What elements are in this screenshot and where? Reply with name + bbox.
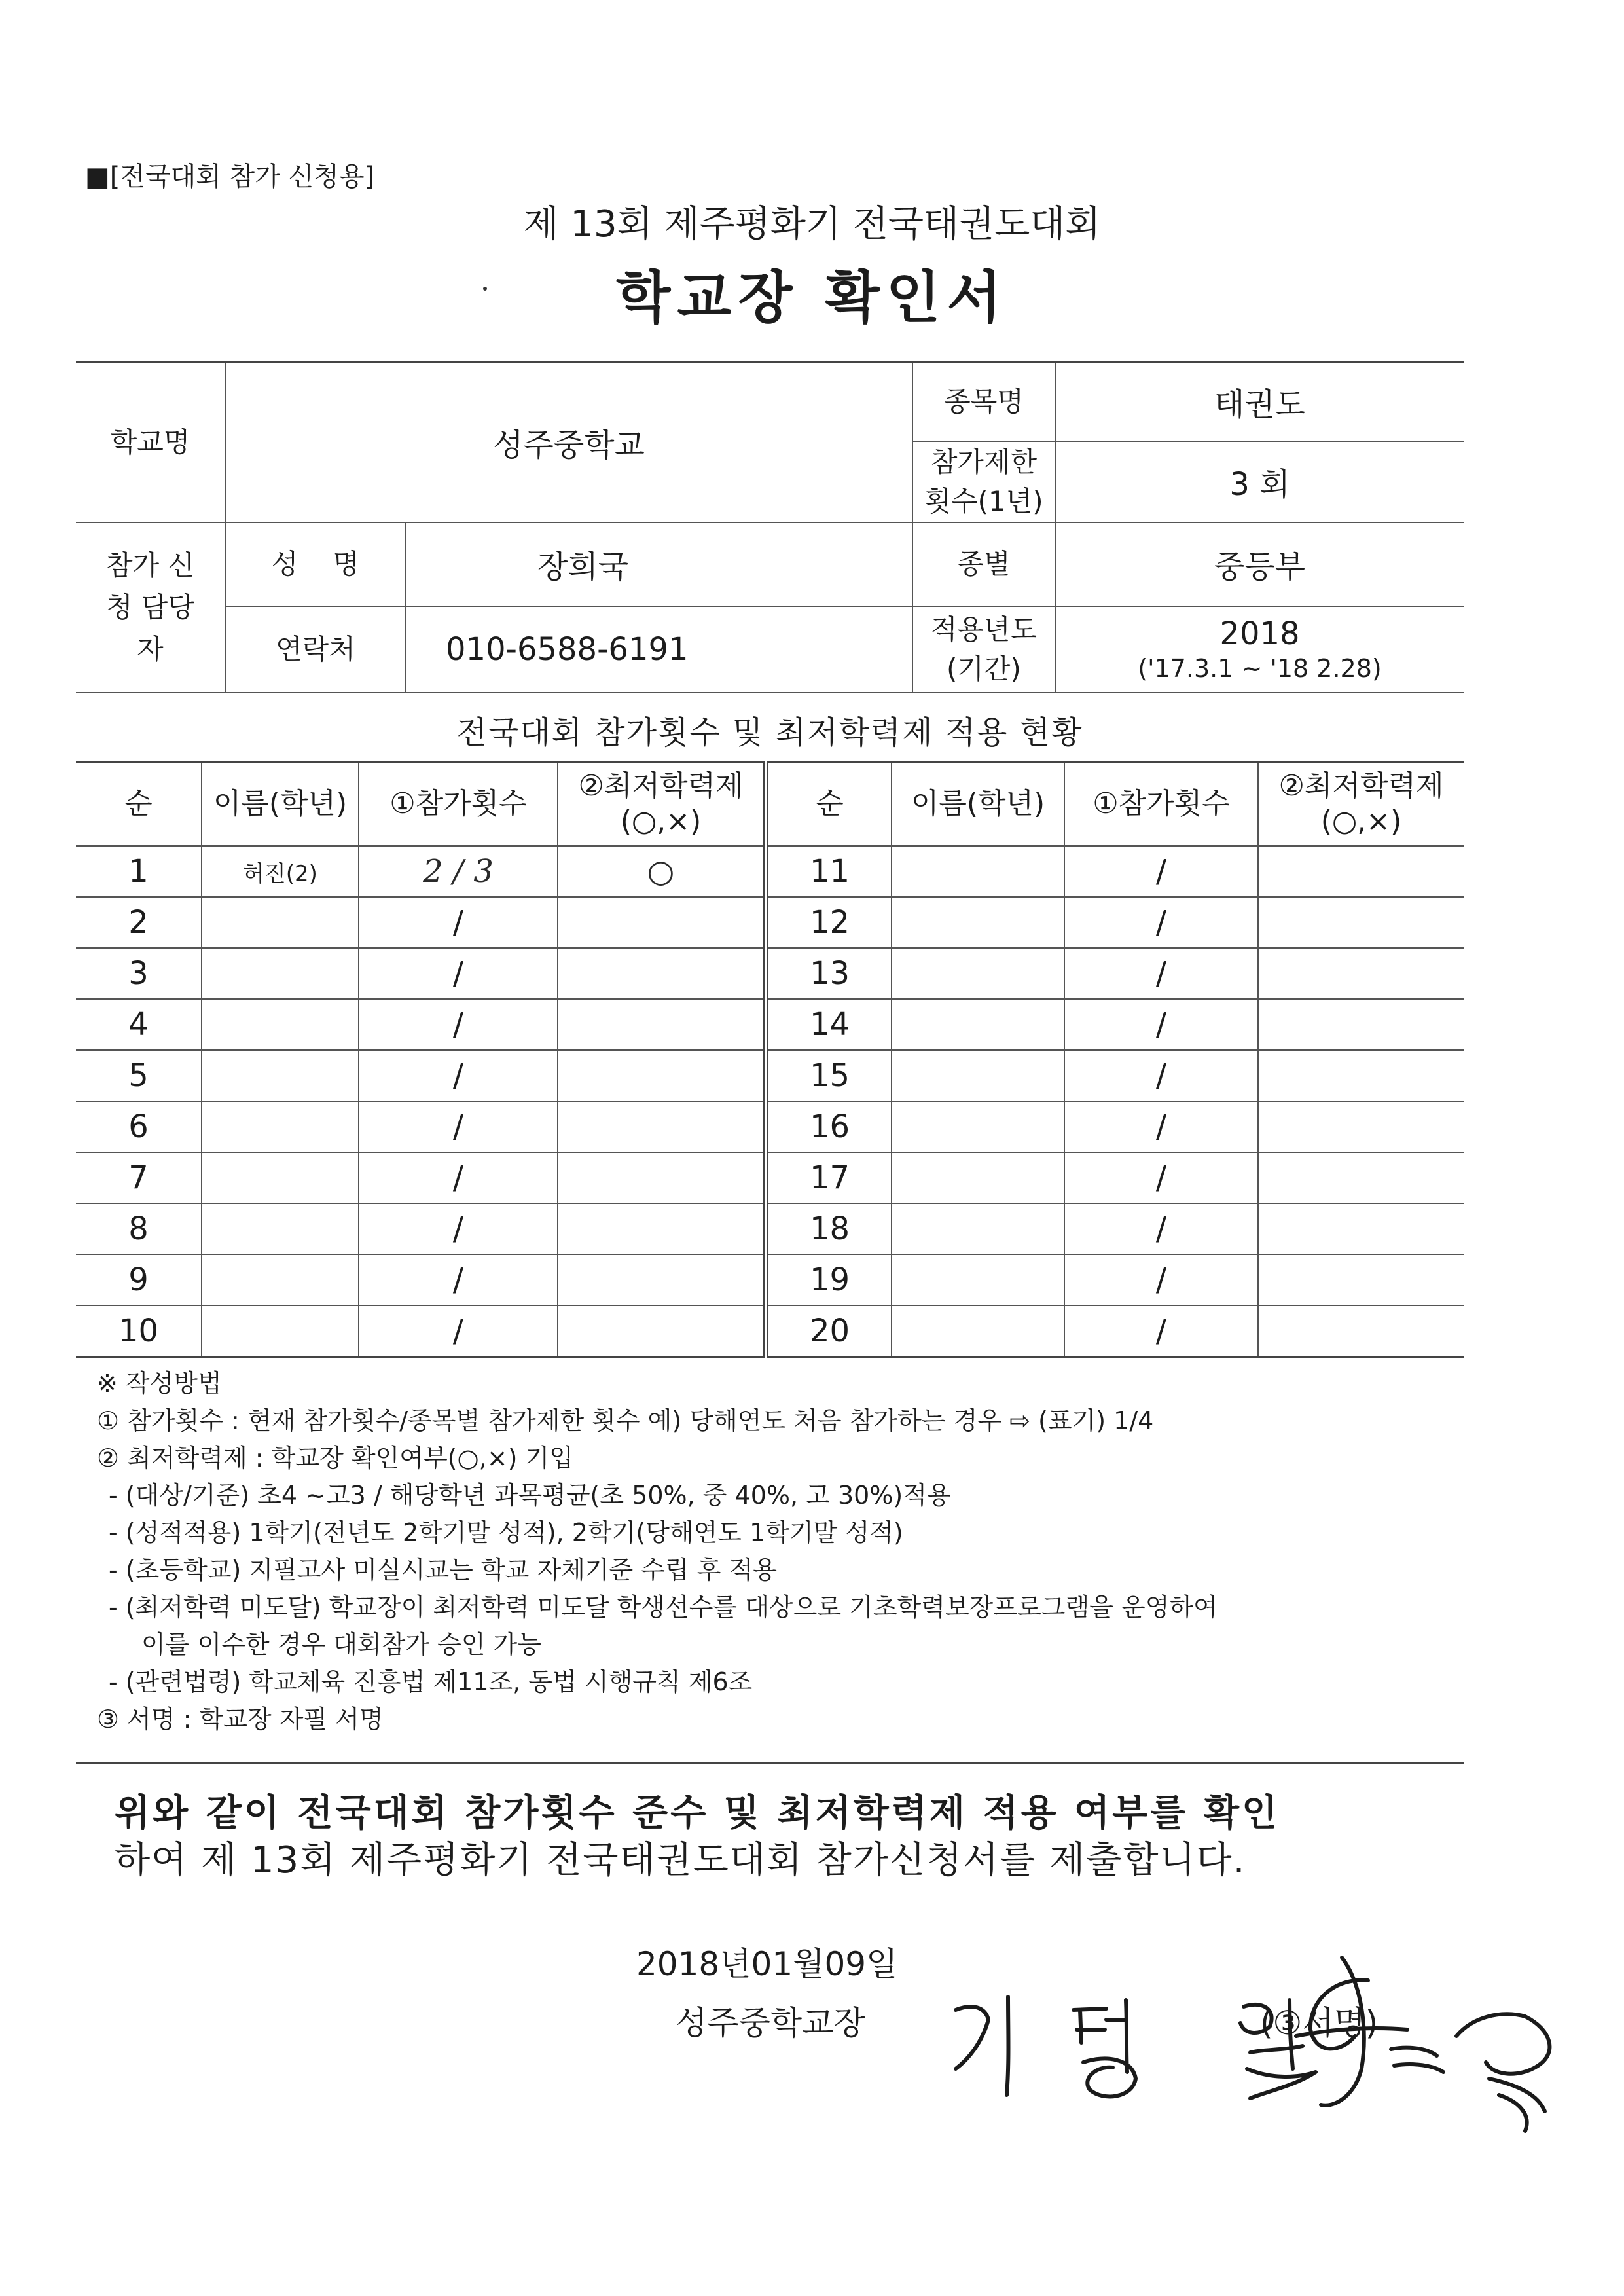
- row-min-grade: [1258, 1050, 1464, 1101]
- row-no: 18: [766, 1203, 892, 1254]
- row-min-grade: [1258, 846, 1464, 897]
- row-no: 6: [76, 1101, 202, 1152]
- note-item-2: ② 최저학력제 : 학교장 확인여부(○,×) 기입: [97, 1444, 573, 1472]
- row-min-grade: [558, 1152, 766, 1203]
- row-min-grade: [1258, 948, 1464, 999]
- row-min-grade: [1258, 1101, 1464, 1152]
- row-name: [202, 1254, 359, 1305]
- col-header-min-grade: ②최저학력제 (○,×): [558, 762, 766, 847]
- row-count: 2 / 3: [359, 846, 558, 897]
- table-row: [76, 1254, 1464, 1305]
- row-min-grade: [558, 1050, 766, 1101]
- row-no: 3: [76, 948, 202, 999]
- row-name: [892, 1101, 1064, 1152]
- row-count: /: [1064, 1152, 1258, 1203]
- stray-dot: [483, 287, 487, 291]
- row-no: 20: [766, 1305, 892, 1357]
- row-no: 10: [76, 1305, 202, 1357]
- participation-section-title: 전국대회 참가횟수 및 최저학력제 적용 현황: [456, 714, 1083, 751]
- table-row: [76, 1152, 1464, 1203]
- row-no: 19: [766, 1254, 892, 1305]
- note-sub-below-minimum: - (최저학력 미도달) 학교장이 최저학력 미도달 학생선수를 대상으로 기초학력보장프로그램을 운영하여: [109, 1593, 1218, 1622]
- col-header-min-grade: ②최저학력제 (○,×): [1258, 762, 1464, 847]
- row-count: /: [1064, 1305, 1258, 1357]
- participation-table: [76, 761, 1464, 1358]
- row-count: /: [1064, 1101, 1258, 1152]
- year-value: 2018: [1219, 615, 1300, 652]
- writing-instructions: [97, 1365, 1485, 1738]
- row-no: 13: [766, 948, 892, 999]
- row-name: 허진(2): [202, 846, 359, 897]
- row-no: 5: [76, 1050, 202, 1101]
- sport-label: 종목명: [912, 363, 1055, 441]
- row-no: 17: [766, 1152, 892, 1203]
- table-row: [76, 897, 1464, 948]
- row-min-grade: [1258, 897, 1464, 948]
- row-min-grade: [558, 897, 766, 948]
- row-no: 14: [766, 999, 892, 1050]
- row-no: 15: [766, 1050, 892, 1101]
- table-row: [76, 1101, 1464, 1152]
- row-min-grade: [558, 1203, 766, 1254]
- row-name: [202, 948, 359, 999]
- row-min-grade: [1258, 999, 1464, 1050]
- note-sub-target: - (대상/기준) 초4 ~고3 / 해당학년 과목평균(초 50%, 중 40%, 고 30%)적용: [109, 1481, 951, 1510]
- handwritten-signature: [910, 1938, 1604, 2134]
- person-name-value: 장희국: [406, 522, 912, 606]
- col-header-count: ①참가횟수: [1064, 762, 1258, 847]
- row-min-grade: [558, 1254, 766, 1305]
- row-count: /: [359, 1254, 558, 1305]
- row-name: [892, 1152, 1064, 1203]
- row-min-grade: [1258, 1254, 1464, 1305]
- row-min-grade: [1258, 1152, 1464, 1203]
- note-sub-grades: - (성적적용) 1학기(전년도 2학기말 성적), 2학기(당해연도 1학기말 성적): [109, 1518, 903, 1547]
- row-name: [892, 846, 1064, 897]
- row-count: /: [1064, 1050, 1258, 1101]
- row-count: /: [1064, 1254, 1258, 1305]
- row-no: 11: [766, 846, 892, 897]
- declaration-line-1: 위와 같이 전국대회 참가횟수 준수 및 최저학력제 적용 여부를 확인: [115, 1792, 1280, 1834]
- row-count: /: [359, 1152, 558, 1203]
- row-name: [202, 999, 359, 1050]
- row-count: /: [1064, 999, 1258, 1050]
- principal-label: 성주중학교장: [676, 2004, 865, 2042]
- row-no: 9: [76, 1254, 202, 1305]
- row-count: /: [359, 1050, 558, 1101]
- year-cell: [1055, 606, 1464, 693]
- col-header-name: 이름(학년): [202, 762, 359, 847]
- table-row: [76, 1305, 1464, 1357]
- row-no: 7: [76, 1152, 202, 1203]
- col-header-no: 순: [766, 762, 892, 847]
- row-name: [202, 1101, 359, 1152]
- row-no: 8: [76, 1203, 202, 1254]
- notes-title: ※ 작성방법: [97, 1369, 222, 1398]
- division-value: 중등부: [1055, 522, 1464, 606]
- year-label: 적용년도 (기간): [912, 606, 1055, 693]
- row-count: /: [359, 1305, 558, 1357]
- row-name: [202, 1152, 359, 1203]
- note-item-1: ① 참가횟수 : 현재 참가횟수/종목별 참가제한 횟수 예) 당해연도 처음 참가하는 경우 ⇨ (표기) 1/4: [97, 1406, 1154, 1435]
- note-item-3: ③ 서명 : 학교장 자필 서명: [97, 1705, 384, 1734]
- school-name-value: 성주중학교: [225, 363, 912, 522]
- school-info-table: [76, 361, 1464, 693]
- row-name: [892, 1254, 1064, 1305]
- table-row: [76, 846, 1464, 897]
- person-name-label: 성 명: [225, 522, 406, 606]
- row-count: /: [359, 999, 558, 1050]
- row-count: /: [1064, 1203, 1258, 1254]
- row-name: [892, 1305, 1064, 1357]
- col-header-no: 순: [76, 762, 202, 847]
- row-count: /: [1064, 948, 1258, 999]
- row-name: [202, 1305, 359, 1357]
- row-count: /: [359, 897, 558, 948]
- signature-mark-label: (③서명): [1260, 2004, 1379, 2042]
- row-name: [892, 1050, 1064, 1101]
- contact-group-label: 참가 신청 담당자: [76, 522, 225, 693]
- row-name: [202, 1203, 359, 1254]
- row-name: [892, 897, 1064, 948]
- row-count: /: [359, 1203, 558, 1254]
- document-tag: ■[전국대회 참가 신청용]: [85, 162, 375, 192]
- row-no: 16: [766, 1101, 892, 1152]
- row-min-grade: [558, 1101, 766, 1152]
- row-count: /: [359, 1101, 558, 1152]
- row-name: [202, 897, 359, 948]
- phone-value: 010-6588-6191: [406, 606, 912, 693]
- declaration-line-2: 하여 제 13회 제주평화기 전국태권도대회 참가신청서를 제출합니다.: [115, 1839, 1246, 1882]
- issue-date: 2018년01월09일: [636, 1945, 898, 1983]
- limit-label: 참가제한 횟수(1년): [912, 441, 1055, 522]
- row-name: [892, 1203, 1064, 1254]
- note-sub-below-minimum-cont: 이를 이수한 경우 대회참가 승인 가능: [141, 1630, 542, 1659]
- row-no: 1: [76, 846, 202, 897]
- row-count: /: [359, 948, 558, 999]
- row-min-grade: [1258, 1203, 1464, 1254]
- row-count: /: [1064, 897, 1258, 948]
- row-name: [202, 1050, 359, 1101]
- division-label: 종별: [912, 522, 1055, 606]
- divider: [76, 1762, 1464, 1764]
- table-row: [76, 948, 1464, 999]
- row-no: 12: [766, 897, 892, 948]
- row-no: 2: [76, 897, 202, 948]
- period-value: ('17.3.1 ~ '18 2.28): [1138, 653, 1382, 683]
- event-title: 제 13회 제주평화기 전국태권도대회: [523, 203, 1101, 246]
- row-min-grade: [558, 948, 766, 999]
- table-row: [76, 999, 1464, 1050]
- row-min-grade: [558, 999, 766, 1050]
- limit-value: 3 회: [1055, 441, 1464, 522]
- table-row: [76, 1203, 1464, 1254]
- col-header-count: ①참가횟수: [359, 762, 558, 847]
- row-name: [892, 948, 1064, 999]
- row-name: [892, 999, 1064, 1050]
- col-header-name: 이름(학년): [892, 762, 1064, 847]
- row-count: /: [1064, 846, 1258, 897]
- sport-value: 태권도: [1055, 363, 1464, 441]
- row-min-grade: ○: [558, 846, 766, 897]
- note-sub-law: - (관련법령) 학교체육 진흥법 제11조, 동법 시행규칙 제6조: [109, 1667, 753, 1696]
- row-min-grade: [558, 1305, 766, 1357]
- table-row: [76, 1050, 1464, 1101]
- row-min-grade: [1258, 1305, 1464, 1357]
- school-name-label: 학교명: [76, 363, 225, 522]
- document-title: 학교장 확인서: [616, 265, 1008, 331]
- phone-label: 연락처: [225, 606, 406, 693]
- row-no: 4: [76, 999, 202, 1050]
- declaration: [115, 1790, 1424, 1884]
- note-sub-elementary: - (초등학교) 지필고사 미실시교는 학교 자체기준 수립 후 적용: [109, 1556, 777, 1584]
